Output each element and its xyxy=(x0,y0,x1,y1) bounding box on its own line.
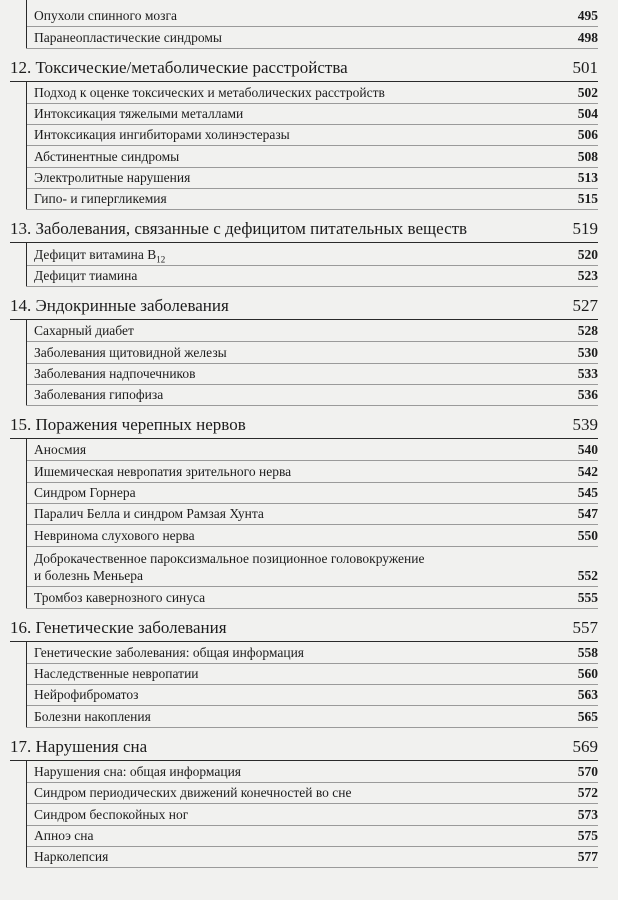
toc-entry-title xyxy=(34,84,554,101)
toc-entry-title-line: Паралич Белла и синдром Рамзая Хунта xyxy=(34,506,264,522)
toc-entry[interactable] xyxy=(26,706,598,728)
chapter-title: 14. Эндокринные заболевания xyxy=(10,296,229,315)
toc-entry-page: 533 xyxy=(577,365,598,381)
toc-entry-title-line: Интоксикация ингибиторами холинэстеразы xyxy=(34,127,290,143)
toc-entry-rule xyxy=(26,0,27,48)
toc-entry[interactable] xyxy=(26,684,598,706)
toc-entry-title xyxy=(34,763,554,780)
chapter-entries-rule xyxy=(26,82,27,210)
chapter-title: 16. Генетические заболевания xyxy=(10,617,227,637)
toc-entry-page: 536 xyxy=(577,387,598,403)
toc-entry-title-line: Заболевания щитовидной железы xyxy=(34,344,227,360)
toc-entry-page: 573 xyxy=(577,806,598,822)
chapter-title: 15. Поражения черепных нервов xyxy=(10,415,246,435)
toc-entry-title xyxy=(34,126,554,143)
toc-entry-title xyxy=(34,784,554,801)
toc-entry-title-line: Нарушения сна: общая информация xyxy=(34,764,242,780)
chapter-heading[interactable] xyxy=(10,218,598,243)
chapter-page: 557 xyxy=(572,617,598,637)
toc-entry-title xyxy=(34,322,554,339)
chapter-title: 17. Нарушения сна xyxy=(10,736,148,756)
chapter-page: 501 xyxy=(572,57,598,77)
chapter-entries-rule xyxy=(26,761,27,868)
toc-entry-page: 515 xyxy=(577,191,598,207)
toc-entry-title xyxy=(34,441,554,458)
toc-entry-page: 498 xyxy=(577,29,598,45)
chapter-page: 539 xyxy=(572,415,598,435)
toc-entry-title xyxy=(34,665,554,682)
toc-entry-page: 558 xyxy=(577,644,598,660)
toc-entry[interactable] xyxy=(26,124,598,146)
toc-entry-title-line: Аносмия xyxy=(34,442,87,458)
toc-entry-title-line: Синдром беспокойных ног xyxy=(34,806,189,822)
toc-entry-title xyxy=(34,29,554,46)
toc-entry-title-line: Паранеопластические синдромы xyxy=(34,29,222,45)
toc-entry[interactable] xyxy=(26,341,598,363)
toc-entry-title-line: Нейрофиброматоз xyxy=(34,687,139,703)
toc-entry[interactable] xyxy=(26,363,598,385)
toc-entry-title xyxy=(34,589,554,606)
toc-entry-title-line: Ишемическая невропатия зрительного нерва xyxy=(34,463,292,479)
toc-entry[interactable] xyxy=(26,825,598,847)
toc-entry[interactable] xyxy=(26,439,598,461)
toc-entry-title xyxy=(34,169,554,186)
toc-entry[interactable] xyxy=(26,265,598,287)
toc-entry-page: 523 xyxy=(577,267,598,283)
toc-entry-title xyxy=(34,644,554,661)
chapter-heading[interactable] xyxy=(10,295,598,320)
toc-entry[interactable] xyxy=(26,586,598,608)
toc-entry-title-line: Дефицит витамина $B_{12}$ xyxy=(34,246,166,265)
toc-entry-title-line: Подход к оценке токсических и метаболических расстройств xyxy=(34,84,385,100)
toc-entry-page: 572 xyxy=(577,785,598,801)
toc-entry-title xyxy=(34,344,554,361)
toc-entry[interactable] xyxy=(26,384,598,406)
chapter-entries-rule xyxy=(26,642,27,727)
toc-entry-title-line: и болезнь Меньера xyxy=(34,568,143,584)
toc-entry[interactable] xyxy=(26,761,598,783)
toc-entry-title-line: Гипо- и гипергликемия xyxy=(34,191,167,207)
toc-entry-page: 530 xyxy=(577,344,598,360)
chapter-page: 569 xyxy=(572,736,598,756)
toc-entry-title xyxy=(34,7,554,24)
toc-entry-title xyxy=(34,267,554,284)
chapter-entries-rule xyxy=(26,439,27,607)
toc-entry-title-line: Электролитные нарушения xyxy=(34,170,191,186)
toc-entry-title xyxy=(34,550,554,584)
chapter-entries-rule xyxy=(26,320,27,405)
toc-entry-title-line: Абстинентные синдромы xyxy=(34,148,180,164)
toc-entry-title-line: Нарколепсия xyxy=(34,849,109,865)
toc-entry-page: 528 xyxy=(577,323,598,339)
chapter-entries-rule xyxy=(26,243,27,286)
toc-entry-title-line: Опухоли спинного мозга xyxy=(34,8,177,24)
toc-entry-page: 563 xyxy=(577,687,598,703)
toc-entry-page: 547 xyxy=(577,506,598,522)
toc-entry-title-line: Сахарный диабет xyxy=(34,323,134,339)
toc-entry[interactable] xyxy=(26,782,598,804)
toc-entry[interactable] xyxy=(26,642,598,664)
toc-entry[interactable] xyxy=(26,482,598,504)
toc-entry[interactable] xyxy=(26,103,598,125)
toc-entry-page: 542 xyxy=(577,463,598,479)
toc-entry[interactable] xyxy=(26,663,598,685)
toc-entry[interactable] xyxy=(26,146,598,168)
toc-entry-title xyxy=(34,190,554,207)
toc-entry-title xyxy=(34,848,554,865)
toc-entry-title xyxy=(34,463,554,480)
toc-entry-page: 502 xyxy=(577,84,598,100)
toc-entry[interactable] xyxy=(26,5,598,27)
chapter-page: 527 xyxy=(572,296,598,315)
chapter-heading[interactable] xyxy=(10,57,598,82)
toc-entry-page: 504 xyxy=(577,106,598,122)
toc-entry-page: 545 xyxy=(577,485,598,501)
toc-entry[interactable] xyxy=(26,188,598,210)
toc-entry-title-line: Болезни накопления xyxy=(34,708,151,724)
toc-entry-page: 552 xyxy=(577,568,598,584)
toc-entry[interactable] xyxy=(26,82,598,104)
toc-entry-page: 508 xyxy=(577,148,598,164)
toc-entry-page: 506 xyxy=(577,127,598,143)
toc-entry-page: 495 xyxy=(577,8,598,24)
subscript: 12 xyxy=(156,254,166,265)
toc-entry[interactable] xyxy=(26,461,598,483)
toc-entry-title xyxy=(34,806,554,823)
chapter-heading[interactable] xyxy=(10,617,598,642)
toc-entry-page: 520 xyxy=(577,246,598,262)
toc-entry-title xyxy=(34,686,554,703)
toc-entry-title-line: Апноэ сна xyxy=(34,827,94,843)
toc-entry-title-line: Синдром Горнера xyxy=(34,485,136,501)
toc-entry-title-line: Заболевания гипофиза xyxy=(34,387,164,403)
toc-entry-title xyxy=(34,484,554,501)
toc-entry[interactable] xyxy=(26,846,598,868)
toc-entry-title xyxy=(34,105,554,122)
toc-entry-page: 555 xyxy=(577,589,598,605)
chapter-heading[interactable] xyxy=(10,736,598,761)
toc-entry-title-line: Наследственные невропатии xyxy=(34,666,199,682)
toc-entry-title xyxy=(34,386,554,403)
toc-entry[interactable] xyxy=(26,546,598,588)
toc-entry-title xyxy=(34,827,554,844)
toc-entry-title xyxy=(34,365,554,382)
toc-entry-title-line: Заболевания надпочечников xyxy=(34,365,196,381)
toc-entry-page: 540 xyxy=(577,442,598,458)
toc-entry-title-line: Дефицит тиамина xyxy=(34,267,138,283)
chapter-heading[interactable] xyxy=(10,414,598,439)
toc-entry-title xyxy=(34,148,554,165)
toc-entry-title-line: Синдром периодических движений конечностей во сне xyxy=(34,785,352,801)
toc-entry-title-line: Невринома слухового нерва xyxy=(34,527,195,543)
toc-entry[interactable] xyxy=(26,167,598,189)
toc-entry[interactable] xyxy=(26,243,598,265)
toc-entry-title xyxy=(34,527,554,544)
toc-entry[interactable] xyxy=(26,320,598,342)
toc-entry-page: 565 xyxy=(577,708,598,724)
toc-entry-page: 560 xyxy=(577,666,598,682)
toc-entry-title-line: Тромбоз кавернозного синуса xyxy=(34,589,206,605)
toc-entry-page: 575 xyxy=(577,827,598,843)
toc-entry-page: 513 xyxy=(577,170,598,186)
toc-entry-title-line: Генетические заболевания: общая информация xyxy=(34,644,305,660)
toc-entry-title-line: Доброкачественное пароксизмальное позиционное головокружение xyxy=(34,551,425,567)
toc-entry[interactable] xyxy=(26,803,598,825)
toc-entry-page: 577 xyxy=(577,849,598,865)
toc-entry[interactable] xyxy=(26,503,598,525)
toc-entry-page: 570 xyxy=(577,764,598,780)
toc-entry-title xyxy=(34,246,554,263)
chapter-page: 519 xyxy=(572,219,598,239)
toc-entry-title xyxy=(34,708,554,725)
toc-entry-title xyxy=(34,505,554,522)
chapter-title: 13. Заболевания, связанные с дефицитом питательных веществ xyxy=(10,219,468,239)
toc-entry-page: 550 xyxy=(577,527,598,543)
chapter-title: 12. Токсические/метаболические расстройства xyxy=(10,57,348,77)
toc-entry-title-line: Интоксикация тяжелыми металлами xyxy=(34,106,244,122)
toc-entry[interactable] xyxy=(26,524,598,546)
toc-entry[interactable] xyxy=(26,26,598,48)
